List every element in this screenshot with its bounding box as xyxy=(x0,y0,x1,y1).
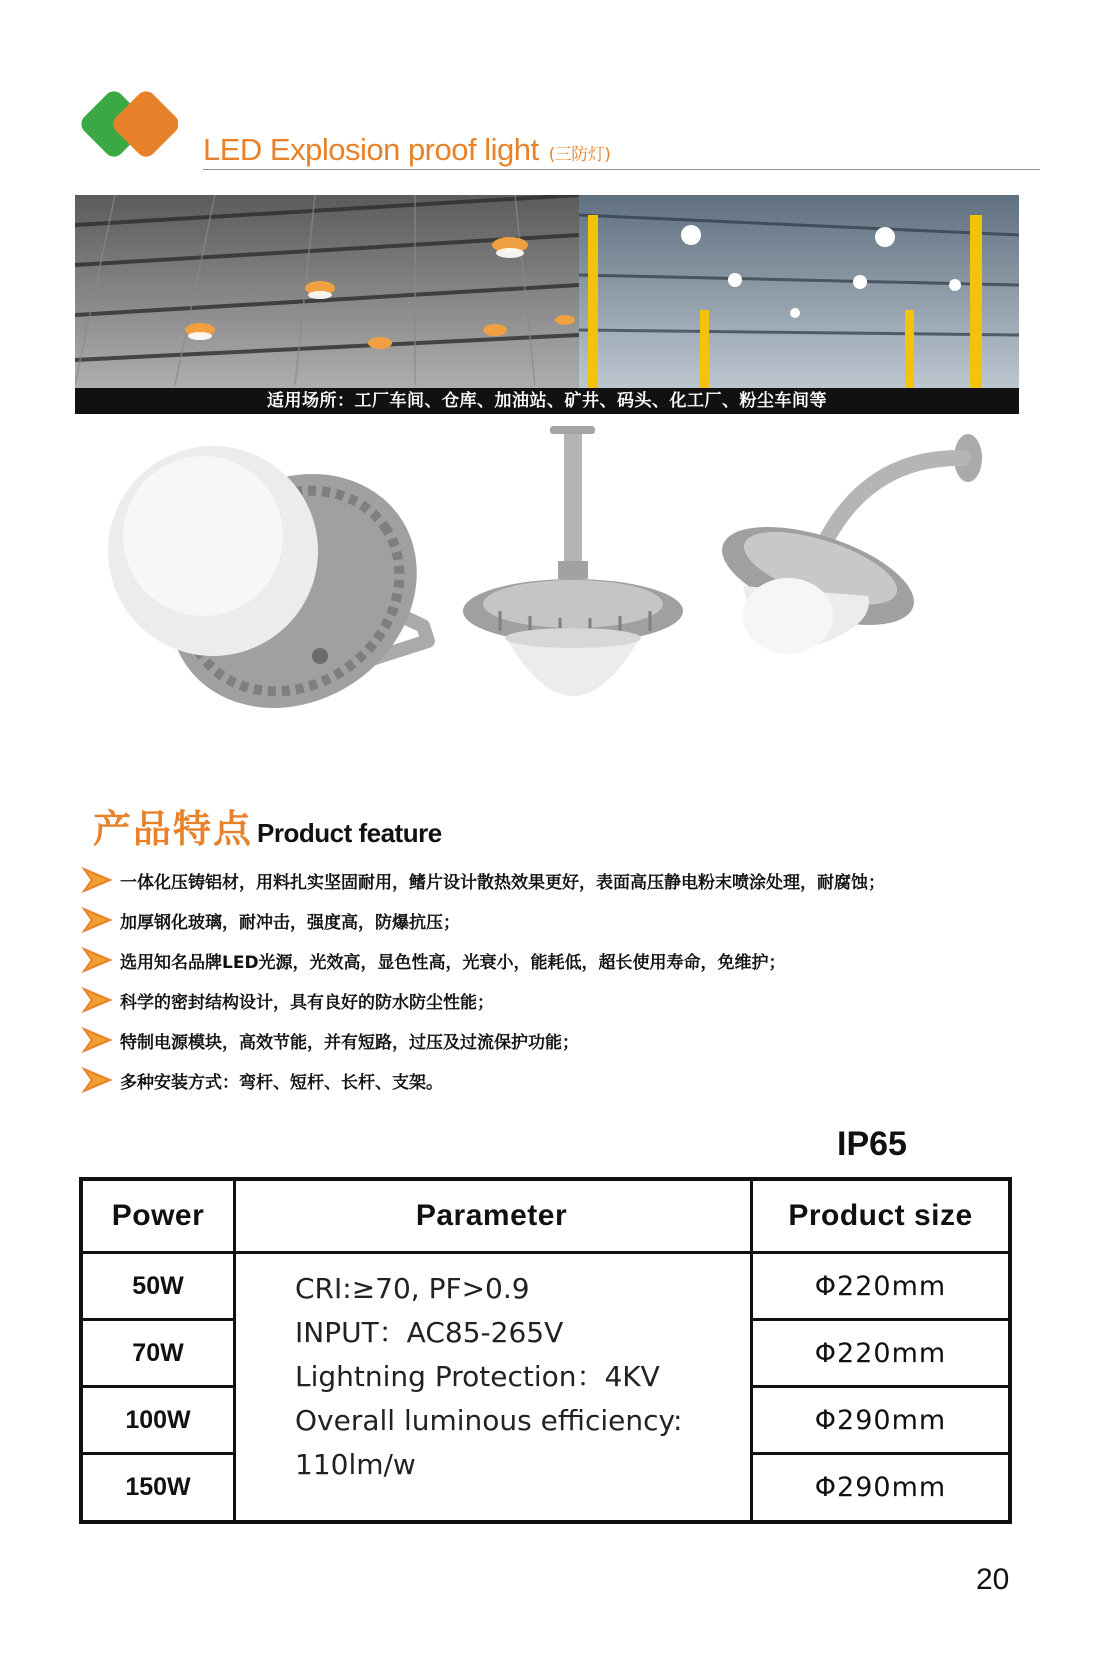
parameter-column xyxy=(233,1181,753,1520)
param-lightning: Lightning Protection：4KV xyxy=(295,1360,660,1393)
size-cell: Φ220mm xyxy=(753,1254,1008,1321)
size-column xyxy=(753,1181,1008,1520)
feature-text: 科学的密封结构设计，具有良好的防水防尘性能； xyxy=(120,992,494,1013)
brand-logo xyxy=(80,88,178,164)
size-cell: Φ290mm xyxy=(814,1472,947,1503)
feature-text: 特制电源模块，高效节能，并有短路，过压及过流保护功能； xyxy=(120,1032,579,1053)
list-item xyxy=(82,900,1062,940)
feature-section-title xyxy=(93,798,442,853)
product-photo-pendant-mount xyxy=(460,426,692,746)
chevron-right-icon xyxy=(82,1026,114,1054)
list-item xyxy=(82,860,1062,900)
parameter-text xyxy=(295,1267,682,1487)
feature-text: 一体化压铸铝材，用料扎实坚固耐用，鳍片设计散热效果更好，表面高压静电粉末喷涂处理，耐腐蚀； xyxy=(120,872,885,893)
header-divider xyxy=(203,169,1040,170)
chevron-right-icon xyxy=(82,866,114,894)
power-cell: 150W xyxy=(125,1473,191,1501)
chevron-right-icon xyxy=(82,1066,114,1094)
feature-title-cn: 产品特点 xyxy=(93,807,254,851)
chevron-right-icon xyxy=(82,986,114,1014)
feature-title-en: Product feature xyxy=(257,818,442,848)
scene-caption: 适用场所：工厂车间、仓库、加油站、矿井、码头、化工厂、粉尘车间等 xyxy=(75,388,1019,414)
product-photo-bracket-mount xyxy=(108,426,438,726)
feature-list xyxy=(82,860,1062,1100)
list-item xyxy=(82,940,1062,980)
power-cell: 50W xyxy=(83,1254,233,1321)
product-photo-curved-arm-mount xyxy=(718,426,998,671)
application-scene-photos xyxy=(75,195,1019,414)
power-column xyxy=(83,1181,236,1520)
size-cell: Φ220mm xyxy=(753,1321,1008,1388)
chevron-right-icon xyxy=(82,906,114,934)
list-item xyxy=(82,980,1062,1020)
feature-text: 多种安装方式：弯杆、短杆、长杆、支架。 xyxy=(120,1072,443,1093)
page-number: 20 xyxy=(976,1563,1010,1596)
header-size: Product size xyxy=(753,1181,1008,1254)
param-input: INPUT：AC85-265V xyxy=(295,1316,564,1349)
title-text: LED Explosion proof light xyxy=(203,132,539,167)
feature-text: 选用知名品牌LED光源，光效高，显色性高，光衰小，能耗低，超长使用寿命，免维护； xyxy=(120,952,786,973)
param-cri-pf: CRI:≥70, PF>0.9 xyxy=(295,1272,530,1305)
power-cell: 70W xyxy=(83,1321,233,1388)
chevron-right-icon xyxy=(82,946,114,974)
param-efficiency-value: 110lm/w xyxy=(295,1448,416,1481)
header-power: Power xyxy=(83,1181,233,1254)
size-cell: Φ290mm xyxy=(753,1388,1008,1455)
header-parameter: Parameter xyxy=(233,1181,750,1254)
title-subtitle: (三防灯) xyxy=(548,145,611,165)
list-item xyxy=(82,1060,1062,1100)
feature-text: 加厚钢化玻璃，耐冲击，强度高，防爆抗压； xyxy=(120,912,460,933)
power-cell: 100W xyxy=(83,1388,233,1455)
list-item xyxy=(82,1020,1062,1060)
spec-table xyxy=(79,1177,1012,1524)
param-efficiency-label: Overall luminous efficiency: xyxy=(295,1404,683,1437)
page-title xyxy=(203,132,610,168)
ip-rating: IP65 xyxy=(837,1125,907,1163)
